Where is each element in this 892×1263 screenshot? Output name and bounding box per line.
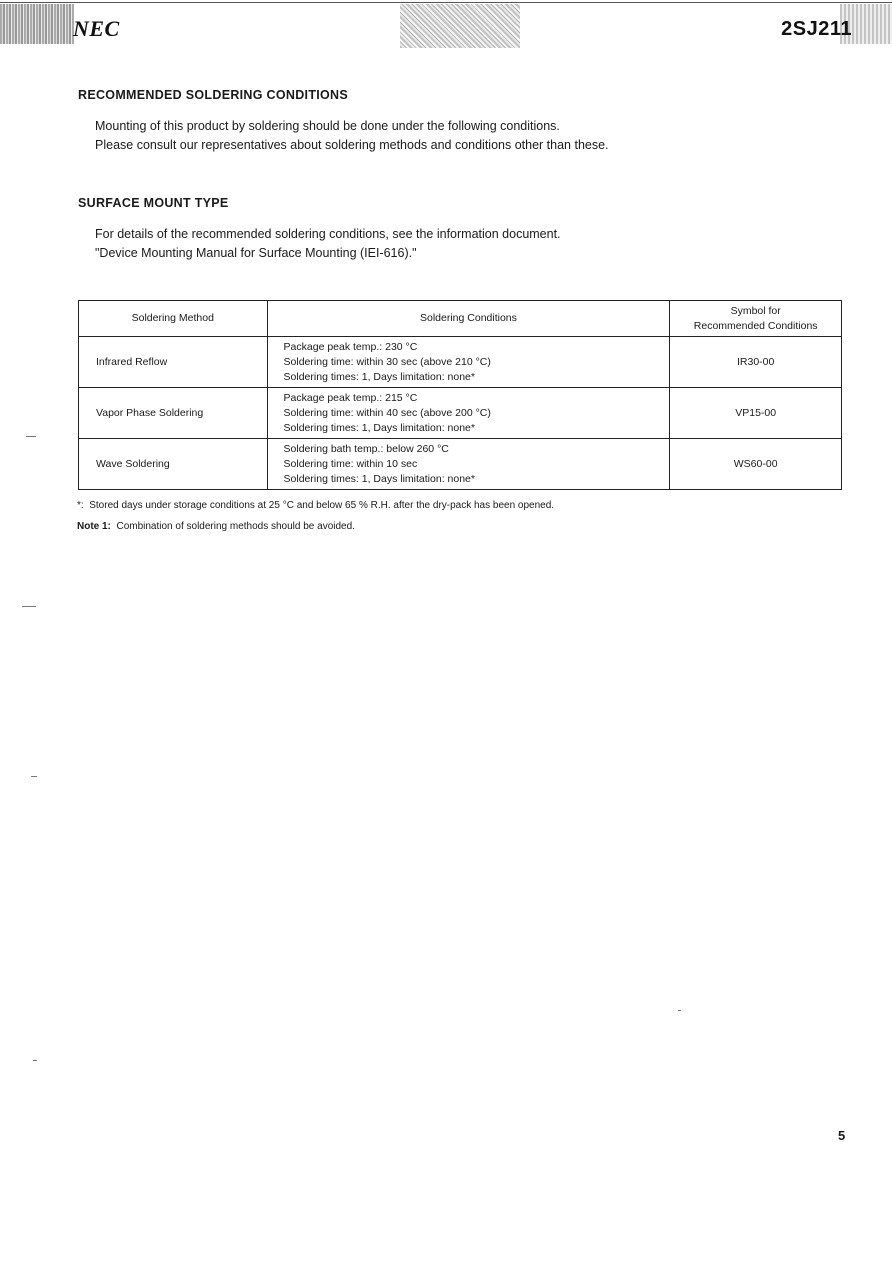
section-heading-surface-mount: SURFACE MOUNT TYPE (78, 196, 229, 210)
condition-line: Soldering time: within 40 sec (above 200 °C) (283, 406, 491, 419)
condition-line: Soldering time: within 30 sec (above 210 °C) (283, 355, 491, 368)
row-conditions (267, 388, 670, 439)
footnote-asterisk (77, 500, 554, 511)
note-text: Combination of soldering methods should be avoided. (116, 521, 355, 532)
scan-speck (31, 776, 37, 777)
scan-speck (22, 606, 36, 607)
row-conditions (267, 439, 670, 490)
section-soldering-intro (95, 117, 609, 155)
row-conditions (267, 337, 670, 388)
scan-speck (33, 1060, 37, 1061)
scan-speck (26, 436, 36, 437)
part-number: 2SJ211 (781, 18, 852, 40)
scan-noise-left (0, 4, 74, 44)
table-row (79, 439, 842, 490)
header-soldering-conditions: Soldering Conditions (267, 301, 670, 337)
intro-line: "Device Mounting Manual for Surface Mounting (IEI-616)." (95, 246, 417, 260)
intro-line: Please consult our representatives about soldering methods and conditions other than these. (95, 138, 609, 152)
condition-line: Package peak temp.: 215 °C (283, 391, 418, 404)
footnote-marker: *: (77, 500, 84, 511)
header-symbol (670, 301, 842, 337)
condition-line: Soldering times: 1, Days limitation: none* (283, 370, 475, 383)
footnote-text: Stored days under storage conditions at 25 °C and below 65 % R.H. after the dry-pack has been opened. (89, 500, 555, 511)
intro-line: For details of the recommended soldering conditions, see the information document. (95, 227, 561, 241)
footnote-note-1 (77, 521, 355, 532)
condition-line: Soldering times: 1, Days limitation: none* (283, 421, 475, 434)
condition-line: Soldering time: within 10 sec (283, 457, 418, 470)
condition-line: Soldering bath temp.: below 260 °C (283, 442, 449, 455)
header-rule (0, 2, 892, 3)
note-label: Note 1: (77, 521, 111, 532)
scan-speck (678, 1010, 681, 1011)
soldering-conditions-table (78, 300, 842, 490)
table-header-row (79, 301, 842, 337)
row-symbol: IR30-00 (670, 337, 842, 388)
row-symbol: VP15-00 (670, 388, 842, 439)
header-soldering-method: Soldering Method (79, 301, 268, 337)
row-method: Vapor Phase Soldering (79, 388, 268, 439)
section-heading-soldering: RECOMMENDED SOLDERING CONDITIONS (78, 88, 349, 102)
row-symbol: WS60-00 (670, 439, 842, 490)
row-method: Wave Soldering (79, 439, 268, 490)
condition-line: Soldering times: 1, Days limitation: none* (283, 472, 475, 485)
header-symbol-line: Symbol for (730, 304, 781, 317)
intro-line: Mounting of this product by soldering should be done under the following conditions. (95, 119, 560, 133)
condition-line: Package peak temp.: 230 °C (283, 340, 418, 353)
section-surface-mount-intro (95, 225, 561, 263)
row-method: Infrared Reflow (79, 337, 268, 388)
brand-logo: NEC (73, 16, 120, 41)
header-symbol-line: Recommended Conditions (693, 319, 818, 332)
scan-noise-center (400, 4, 520, 48)
page-number: 5 (838, 1128, 846, 1143)
table-row (79, 388, 842, 439)
table-row (79, 337, 842, 388)
